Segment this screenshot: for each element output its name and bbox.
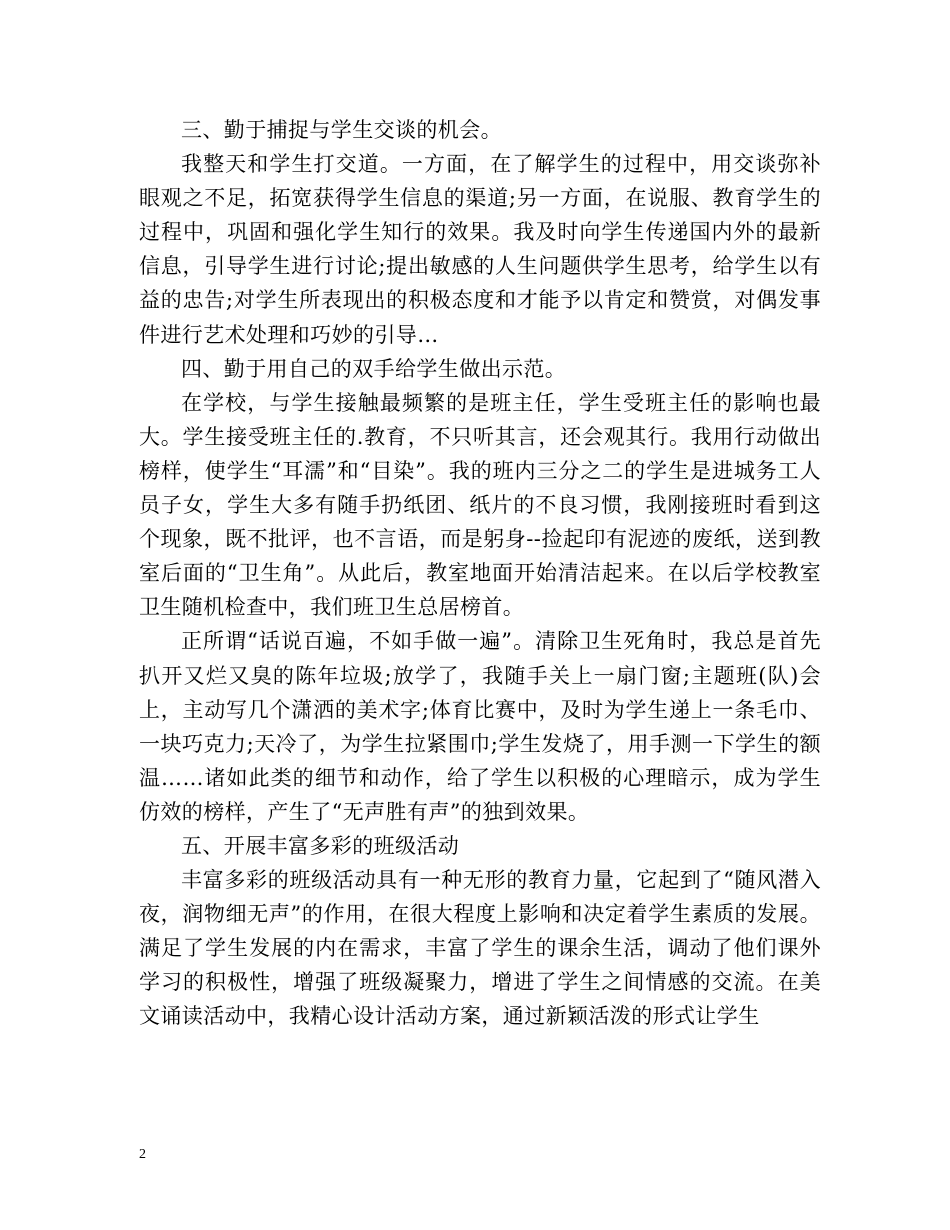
- document-body: [139, 113, 821, 1034]
- paragraph: 正所谓“话说百遍，不如手做一遍”。清除卫生死角时，我总是首先扒开又烂又臭的陈年垃圾;放学了，我随手关上一扇门窗;主题班(队)会上，主动写几个潇洒的美术字;体育比赛中，及时为学生递上一条毛巾、一块巧克力;天冷了，为学生拉紧围巾;学生发烧了，用手测一下学生的额温……诸如此类的细节和动作，给了学生以积极的心理暗示，成为学生仿效的榜样，产生了“无声胜有声”的独到效果。: [139, 629, 821, 824]
- page-number: 2: [139, 1147, 146, 1162]
- section-heading-4: 四、勤于用自己的双手给学生做出示范。: [181, 356, 567, 381]
- section-heading-3: 三、勤于捕捉与学生交谈的机会。: [181, 118, 502, 142]
- paragraph: 在学校，与学生接触最频繁的是班主任，学生受班主任的影响也最大。学生接受班主任的.教育，不只听其言，还会观其行。我用行动做出榜样，使学生“耳濡”和“目染”。我的班内三分之二的学生是进城务工人员子女，学生大多有随手扔纸团、纸片的不良习惯，我刚接班时看到这个现象，既不批评，也不言语，而是躬身--捡起印有泥迹的废纸，送到教室后面的“卫生角”。从此后，教室地面开始清洁起来。在以后学校教室卫生随机检查中，我们班卫生总居榜首。: [139, 390, 821, 620]
- paragraph: 我整天和学生打交道。一方面，在了解学生的过程中，用交谈弥补眼观之不足，拓宽获得学生信息的渠道;另一方面，在说服、教育学生的过程中，巩固和强化学生知行的效果。我及时向学生传递国内外的最新信息，引导学生进行讨论;提出敏感的人生问题供学生思考，给学生以有益的忠告;对学生所表现出的积极态度和才能予以肯定和赞赏，对偶发事件进行艺术处理和巧妙的引导…: [139, 152, 821, 347]
- section-heading-5: 五、开展丰富多彩的班级活动: [181, 833, 460, 858]
- paragraph: 丰富多彩的班级活动具有一种无形的教育力量，它起到了“随风潜入夜，润物细无声”的作用，在很大程度上影响和决定着学生素质的发展。满足了学生发展的内在需求，丰富了学生的课余生活，调动了他们课外学习的积极性，增强了班级凝聚力，增进了学生之间情感的交流。在美文诵读活动中，我精心设计活动方案，通过新颖活泼的形式让学生: [139, 868, 821, 1029]
